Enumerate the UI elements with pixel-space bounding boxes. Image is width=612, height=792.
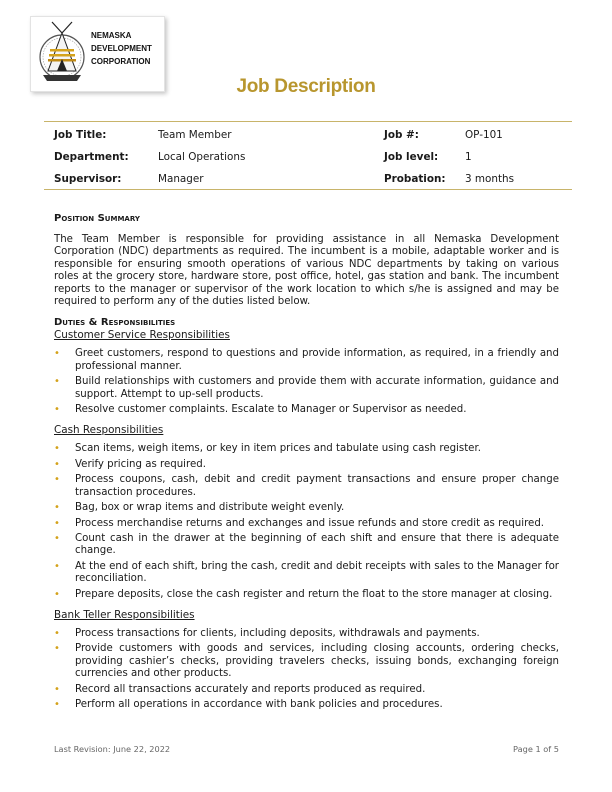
document-title: Job Description (236, 76, 376, 97)
list-item: • At the end of each shift, bring the cash, credit and debit receipts with sales to the Manager for reconciliation. (54, 561, 559, 586)
logo-wordmark (91, 29, 165, 68)
probation-value: 3 months (465, 173, 515, 185)
list-item: • Record all transactions accurately and reports produced as required. (54, 684, 559, 696)
section-title-cash: Cash Responsibilities (54, 424, 164, 437)
job-info-row (44, 129, 572, 145)
logo-line-2: DEVELOPMENT (91, 44, 152, 53)
job-level-value: 1 (465, 151, 472, 163)
list-item: • Perform all operations in accordance with bank policies and procedures. (54, 699, 559, 711)
logo-line-1: NEMASKA (91, 31, 132, 40)
job-info-table (44, 121, 572, 190)
document-body (54, 213, 559, 719)
list-item: • Build relationships with customers and provide them with accurate information, guidance and support. Attempt to up-sell products. (54, 376, 559, 401)
list-item: • Process coupons, cash, debit and credit payment transactions and ensure proper change transaction procedures. (54, 474, 559, 499)
duties-heading: Duties & Responsibilities (54, 317, 176, 329)
list-item: • Provide customers with goods and services, including closing accounts, ordering checks, providing cashier’s checks, providing travelers checks, issuing bonds, exchanging foreign currencies and other products. (54, 643, 559, 680)
logo-line-3: CORPORATION (91, 57, 151, 66)
list-item: • Resolve customer complaints. Escalate to Manager or Supervisor as needed. (54, 404, 559, 416)
job-number-value: OP-101 (465, 129, 503, 141)
supervisor-label: Supervisor: (54, 173, 122, 185)
section-title-bank-teller: Bank Teller Responsibilities (54, 608, 195, 621)
job-info-row (44, 151, 572, 167)
list-item: • Process transactions for clients, including deposits, withdrawals and payments. (54, 628, 559, 640)
job-info-row (44, 173, 572, 189)
cash-list (54, 443, 559, 600)
list-item: • Verify pricing as required. (54, 459, 559, 471)
page-number: Page 1 of 5 (513, 744, 559, 754)
job-number-label: Job #: (384, 129, 419, 141)
list-item: • Greet customers, respond to questions and provide information, as required, in a friendly and professional manner. (54, 348, 559, 373)
customer-service-list (54, 348, 559, 416)
position-summary-text: The Team Member is responsible for providing assistance in all Nemaska Development Corporation (NDC) departments as required. The incumbent is a mobile, adaptable worker and is responsible for ensuring smooth operations of various NDC departments by taking on various roles at the grocery store, hardware store, post office, hotel, gas station and bank. The incumbent reports to the manager or supervisor of the work location to which s/he is assigned and may be required to perform any of the duties listed below. (54, 234, 559, 308)
last-revision: Last Revision: June 22, 2022 (54, 744, 171, 754)
section-title-customer-service: Customer Service Responsibilities (54, 329, 230, 342)
list-item: • Count cash in the drawer at the beginning of each shift and ensure that there is adequate change. (54, 533, 559, 558)
list-item: • Prepare deposits, close the cash register and return the float to the store manager at closing. (54, 589, 559, 601)
position-summary-heading: Position Summary (54, 213, 140, 224)
probation-label: Probation: (384, 173, 446, 185)
supervisor-value: Manager (158, 173, 204, 185)
list-item: • Scan items, weigh items, or key in item prices and tabulate using cash register. (54, 443, 559, 455)
department-value: Local Operations (158, 151, 246, 163)
list-item: • Process merchandise returns and exchanges and issue refunds and store credit as required. (54, 518, 559, 530)
job-level-label: Job level: (384, 151, 439, 163)
job-title-label: Job Title: (54, 129, 107, 141)
bank-teller-list (54, 628, 559, 711)
list-item: • Bag, box or wrap items and distribute weight evenly. (54, 502, 559, 514)
department-label: Department: (54, 151, 129, 163)
job-title-value: Team Member (158, 129, 232, 141)
